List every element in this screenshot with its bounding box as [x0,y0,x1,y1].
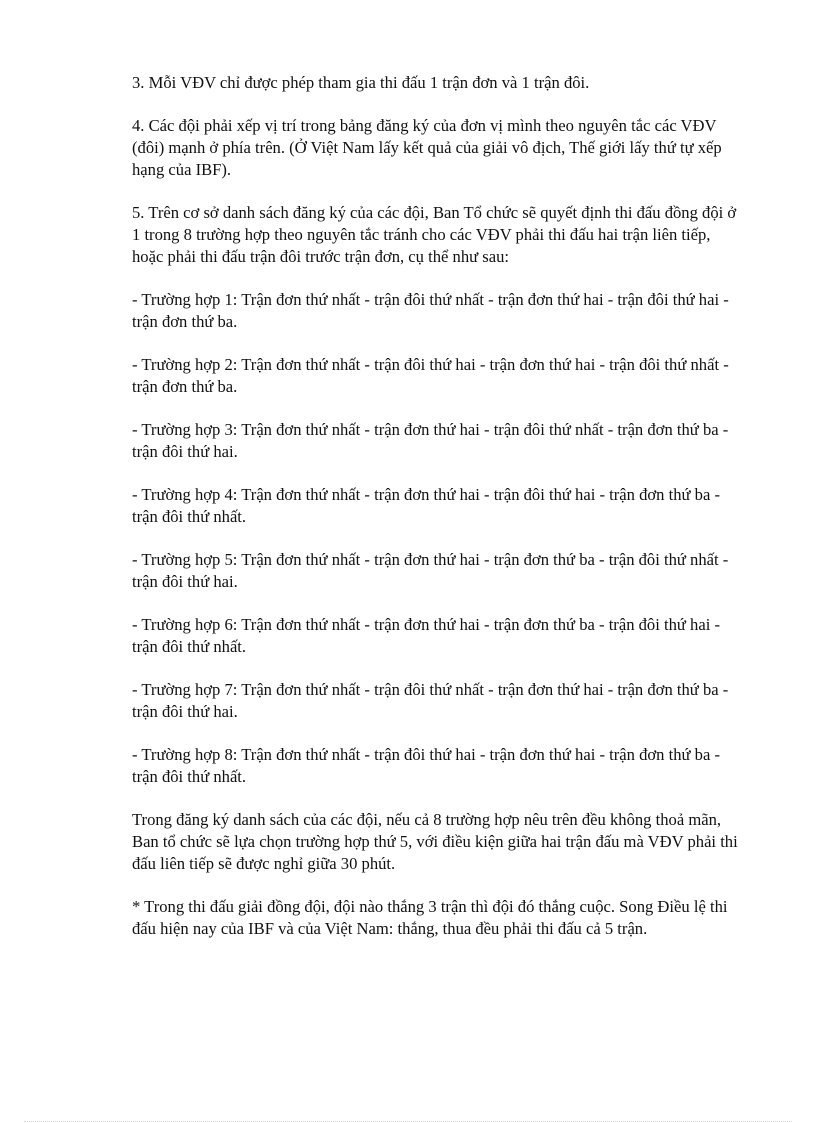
document-body [132,72,742,961]
page-bottom-divider [24,1121,792,1122]
case-1-paragraph: - Trường hợp 1: Trận đơn thứ nhất - trận đôi thứ nhất - trận đơn thứ hai - trận đôi thứ hai - trận đơn thứ ba. [132,290,729,331]
rule-3-paragraph: 3. Mỗi VĐV chỉ được phép tham gia thi đấu 1 trận đơn và 1 trận đôi. [132,73,590,92]
case-6-paragraph: - Trường hợp 6: Trận đơn thứ nhất - trận đơn thứ hai - trận đơn thứ ba - trận đôi thứ hai - trận đôi thứ nhất. [132,615,720,656]
team-win-note-paragraph: * Trong thi đấu giải đồng đội, đội nào thắng 3 trận thì đội đó thắng cuộc. Song Điều lệ thi đấu hiện nay của IBF và của Việt Nam: thắng, thua đều phải thi đấu cả 5 trận. [132,897,728,938]
case-3-paragraph: - Trường hợp 3: Trận đơn thứ nhất - trận đơn thứ hai - trận đôi thứ nhất - trận đơn thứ ba - trận đôi thứ hai. [132,420,729,461]
case-2-paragraph: - Trường hợp 2: Trận đơn thứ nhất - trận đôi thứ hai - trận đơn thứ hai - trận đôi thứ nhất - trận đơn thứ ba. [132,355,729,396]
fallback-rule-paragraph: Trong đăng ký danh sách của các đội, nếu cả 8 trường hợp nêu trên đều không thoả mãn, Ban tổ chức sẽ lựa chọn trường hợp thứ 5, với điều kiện giữa hai trận đấu mà VĐV phải thi đấu liên tiếp sẽ được nghỉ giữa 30 phút. [132,810,738,873]
rule-5-paragraph: 5. Trên cơ sở danh sách đăng ký của các đội, Ban Tổ chức sẽ quyết định thi đấu đồng đội ở 1 trong 8 trường hợp theo nguyên tắc tránh cho các VĐV phải thi đấu hai trận liên tiếp, hoặc phải thi đấu trận đôi trước trận đơn, cụ thể như sau: [132,203,737,266]
case-4-paragraph: - Trường hợp 4: Trận đơn thứ nhất - trận đơn thứ hai - trận đôi thứ hai - trận đơn thứ ba - trận đôi thứ nhất. [132,485,720,526]
case-7-paragraph: - Trường hợp 7: Trận đơn thứ nhất - trận đôi thứ nhất - trận đơn thứ hai - trận đơn thứ ba - trận đôi thứ hai. [132,680,729,721]
case-8-paragraph: - Trường hợp 8: Trận đơn thứ nhất - trận đôi thứ hai - trận đơn thứ hai - trận đơn thứ ba - trận đôi thứ nhất. [132,745,720,786]
case-5-paragraph: - Trường hợp 5: Trận đơn thứ nhất - trận đơn thứ hai - trận đơn thứ ba - trận đôi thứ nhất - trận đôi thứ hai. [132,550,729,591]
rule-4-paragraph: 4. Các đội phải xếp vị trí trong bảng đăng ký của đơn vị mình theo nguyên tắc các VĐV (đôi) mạnh ở phía trên. (Ở Việt Nam lấy kết quả của giải vô địch, Thế giới lấy thứ tự xếp hạng của IBF). [132,116,722,179]
